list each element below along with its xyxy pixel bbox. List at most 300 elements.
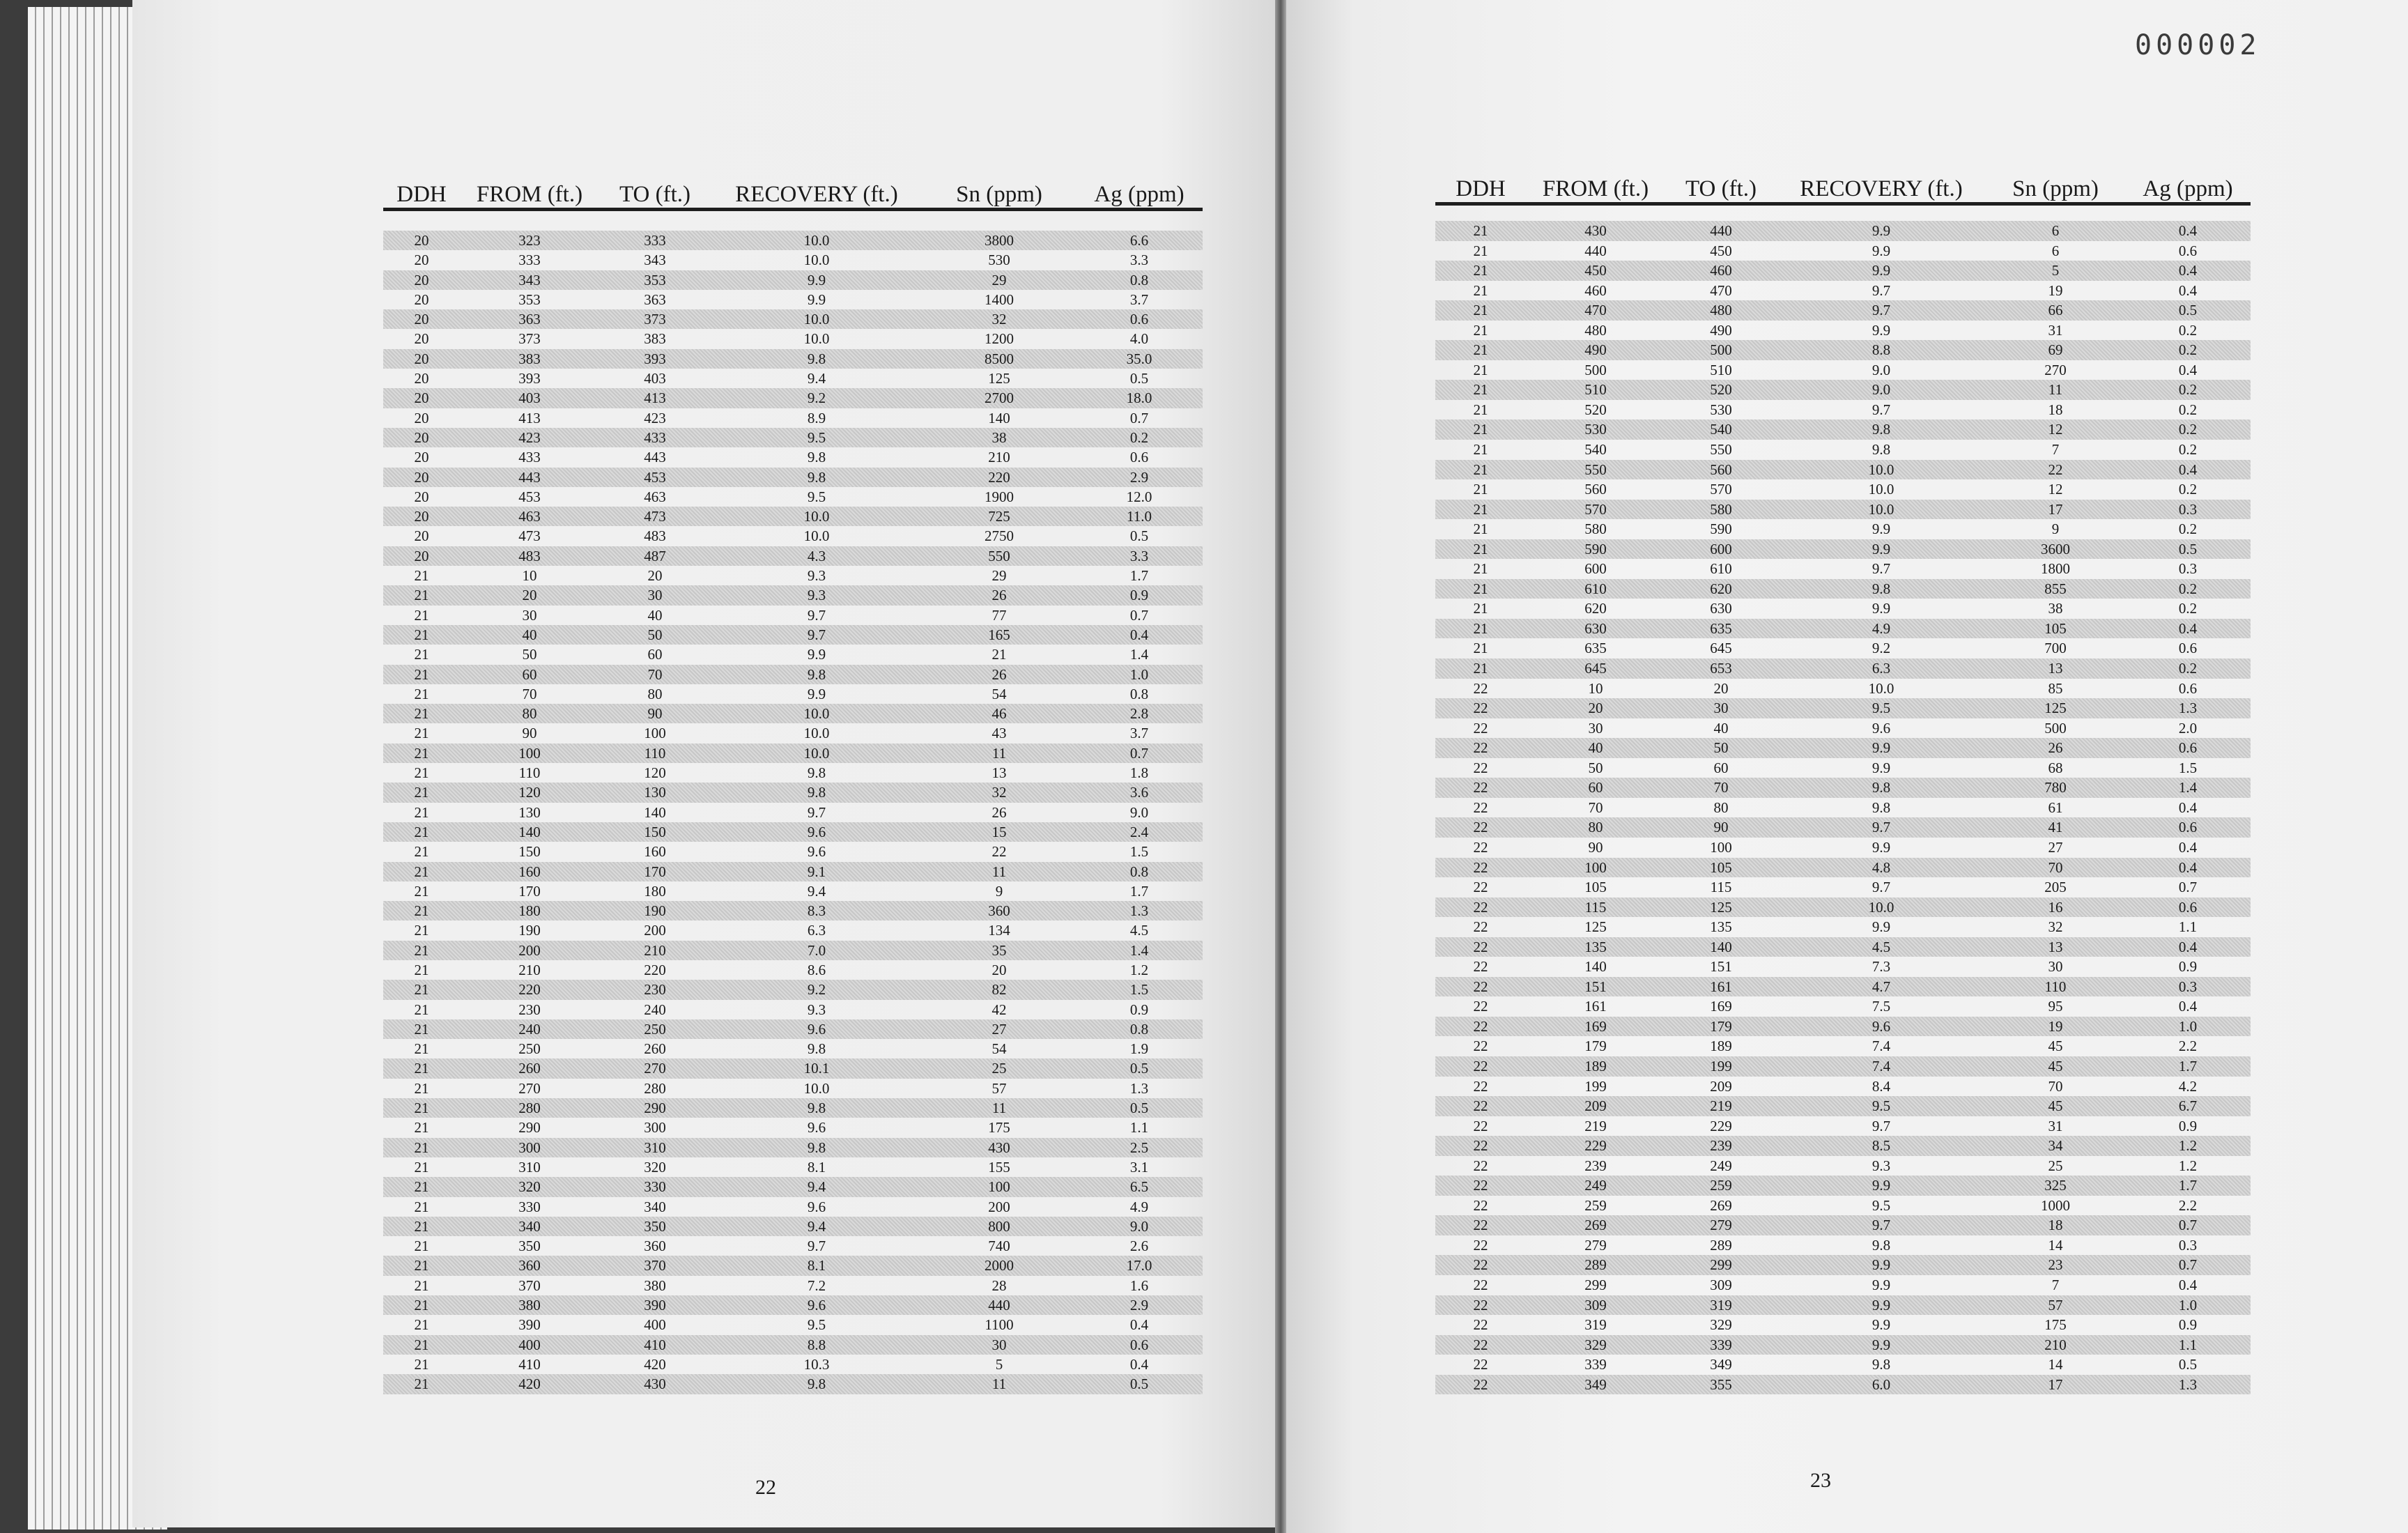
table-cell: 26 — [991, 803, 1007, 821]
table-row — [1435, 539, 2251, 560]
table-cell: 330 — [518, 1198, 541, 1215]
table-cell: 239 — [1584, 1157, 1607, 1174]
table-cell: 329 — [1584, 1336, 1607, 1353]
table-cell: 443 — [644, 449, 666, 466]
table-cell: 9.8 — [1871, 1356, 1891, 1373]
table-cell: 21 — [414, 1198, 429, 1215]
table-cell: 635 — [1710, 619, 1732, 637]
table-cell: 20 — [414, 547, 429, 564]
table-cell: 209 — [1710, 1077, 1732, 1095]
table-cell: 21 — [991, 646, 1007, 663]
table-row — [1435, 1295, 2251, 1316]
table-header — [1435, 167, 2251, 206]
table-cell: 77 — [991, 606, 1007, 624]
table-cell: 0.8 — [1129, 271, 1149, 288]
table-cell: 161 — [1710, 978, 1732, 995]
table-cell: 9.2 — [807, 390, 826, 407]
table-row — [383, 369, 1203, 388]
table-cell: 9.8 — [807, 764, 826, 782]
table-row — [383, 507, 1203, 526]
table-cell: 423 — [518, 429, 541, 446]
table-cell: 18.0 — [1126, 390, 1152, 407]
table-cell: 21 — [414, 626, 429, 643]
table-cell: 21 — [414, 981, 429, 999]
table-cell: 210 — [518, 961, 541, 978]
table-cell: 300 — [644, 1119, 666, 1137]
page-number: 23 — [1810, 1469, 1831, 1492]
table-cell: 280 — [518, 1100, 541, 1117]
table-cell: 10.0 — [1868, 481, 1894, 498]
table-cell: 105 — [2044, 619, 2067, 637]
table-cell: 80 — [1713, 799, 1729, 816]
header-to: TO (ft.) — [1685, 176, 1757, 201]
table-cell: 180 — [518, 902, 541, 920]
table-cell: 22 — [1473, 1236, 1488, 1254]
table-cell: 21 — [414, 1297, 429, 1314]
table-cell: 21 — [1473, 282, 1488, 299]
table-cell: 9.0 — [1871, 361, 1891, 378]
table-cell: 175 — [2044, 1316, 2067, 1334]
table-cell: 115 — [1584, 898, 1607, 916]
table-row — [383, 585, 1203, 605]
table-cell: 21 — [1473, 500, 1488, 518]
table-cell: 630 — [1710, 600, 1732, 617]
table-row — [383, 1058, 1203, 1078]
table-cell: 42 — [991, 1001, 1007, 1018]
table-cell: 21 — [1473, 341, 1488, 359]
table-row — [1435, 1215, 2251, 1235]
table-row — [1435, 419, 2251, 440]
table-row — [383, 1335, 1203, 1355]
table-cell: 333 — [518, 252, 541, 269]
table-cell: 21 — [414, 705, 429, 723]
table-cell: 9.6 — [807, 1119, 826, 1137]
table-cell: 8.6 — [807, 961, 826, 978]
table-cell: 8.3 — [807, 902, 826, 920]
table-cell: 11 — [991, 1100, 1007, 1117]
table-cell: 9.9 — [807, 685, 826, 702]
table-cell: 9.9 — [1871, 262, 1891, 279]
table-cell: 200 — [518, 941, 541, 959]
table-cell: 363 — [644, 291, 666, 308]
table-row — [1435, 877, 2251, 898]
table-cell: 9.7 — [1871, 401, 1891, 418]
table-cell: 20 — [414, 252, 429, 269]
header-ag: Ag (ppm) — [2143, 176, 2233, 201]
table-cell: 200 — [644, 922, 666, 939]
table-row — [383, 665, 1203, 684]
table-row — [1435, 917, 2251, 937]
table-cell: 8.1 — [807, 1158, 826, 1176]
table-cell: 0.4 — [2178, 998, 2198, 1015]
table-cell: 353 — [644, 271, 666, 288]
table-cell: 22 — [1473, 838, 1488, 856]
table-cell: 2.5 — [1129, 1139, 1149, 1156]
table-cell: 7.0 — [807, 941, 826, 959]
table-cell: 46 — [991, 705, 1007, 723]
table-cell: 9.8 — [1871, 1236, 1891, 1254]
table-cell: 90 — [1713, 819, 1729, 836]
table-cell: 0.4 — [2178, 282, 2198, 299]
table-row — [383, 783, 1203, 802]
table-row — [383, 862, 1203, 881]
table-row — [383, 447, 1203, 467]
table-cell: 343 — [518, 271, 541, 288]
table-cell: 0.6 — [1129, 311, 1149, 328]
table-cell: 430 — [644, 1376, 666, 1393]
table-cell: 70 — [647, 665, 663, 683]
table-cell: 0.9 — [1129, 587, 1149, 604]
table-cell: 7.4 — [1871, 1057, 1891, 1074]
table-cell: 14 — [2048, 1236, 2063, 1254]
table-cell: 6.6 — [1129, 232, 1149, 249]
table-cell: 21 — [1473, 580, 1488, 597]
table-cell: 190 — [644, 902, 666, 920]
table-cell: 500 — [1710, 341, 1732, 359]
table-cell: 380 — [518, 1297, 541, 1314]
table-cell: 10.0 — [1868, 500, 1894, 518]
table-cell: 250 — [644, 1020, 666, 1038]
table-cell: 9.0 — [1129, 803, 1149, 821]
table-cell: 9.9 — [1871, 521, 1891, 538]
table-cell: 1.1 — [1129, 1119, 1149, 1137]
table-cell: 249 — [1710, 1157, 1732, 1174]
table-cell: 22 — [1473, 1057, 1488, 1074]
table-row — [1435, 738, 2251, 758]
table-cell: 16 — [2048, 898, 2063, 916]
table-cell: 20 — [414, 350, 429, 367]
table-row — [383, 704, 1203, 723]
table-cell: 0.5 — [2178, 540, 2198, 557]
table-cell: 600 — [1584, 560, 1607, 578]
table-cell: 21 — [1473, 361, 1488, 378]
table-cell: 130 — [518, 803, 541, 821]
table-cell: 0.4 — [2178, 838, 2198, 856]
table-cell: 400 — [644, 1316, 666, 1334]
table-cell: 170 — [644, 863, 666, 880]
table-cell: 433 — [644, 429, 666, 446]
table-cell: 9.4 — [807, 370, 826, 387]
table-cell: 26 — [991, 665, 1007, 683]
table-cell: 110 — [518, 764, 541, 782]
table-cell: 9.9 — [1871, 1177, 1891, 1194]
table-cell: 383 — [518, 350, 541, 367]
table-cell: 38 — [2048, 600, 2063, 617]
table-cell: 319 — [1584, 1316, 1607, 1334]
table-cell: 9 — [2051, 521, 2060, 538]
table-cell: 151 — [1584, 978, 1607, 995]
table-row — [1435, 1335, 2251, 1355]
table-cell: 22 — [1473, 819, 1488, 836]
table-cell: 300 — [518, 1139, 541, 1156]
table-cell: 0.4 — [2178, 858, 2198, 876]
table-cell: 6.0 — [1871, 1376, 1891, 1393]
table-cell: 550 — [1710, 441, 1732, 459]
table-cell: 5 — [2051, 262, 2060, 279]
table-cell: 410 — [644, 1336, 666, 1353]
table-cell: 32 — [991, 784, 1007, 801]
table-row — [1435, 619, 2251, 639]
table-cell: 30 — [991, 1336, 1007, 1353]
table-cell: 30 — [1588, 719, 1603, 737]
table-cell: 135 — [1710, 918, 1732, 936]
table-cell: 9.7 — [1871, 282, 1891, 299]
table-cell: 8.9 — [807, 409, 826, 426]
table-cell: 570 — [1710, 481, 1732, 498]
table-cell: 10.0 — [1868, 679, 1894, 697]
table-cell: 199 — [1584, 1077, 1607, 1095]
table-cell: 270 — [518, 1079, 541, 1097]
table-cell: 21 — [414, 803, 429, 821]
table-row — [383, 329, 1203, 348]
table-cell: 220 — [988, 468, 1010, 486]
table-cell: 0.5 — [2178, 302, 2198, 319]
table-cell: 1.3 — [2178, 700, 2198, 717]
table-cell: 13 — [991, 764, 1007, 782]
table-cell: 9.9 — [1871, 739, 1891, 757]
table-cell: 2000 — [985, 1257, 1014, 1274]
table-cell: 110 — [644, 744, 666, 762]
table-cell: 45 — [2048, 1057, 2063, 1074]
table-row — [383, 1236, 1203, 1256]
table-cell: 9.7 — [807, 1238, 826, 1255]
table-cell: 9.5 — [807, 1316, 826, 1334]
table-cell: 220 — [518, 981, 541, 999]
table-cell: 28 — [991, 1277, 1007, 1294]
table-cell: 420 — [644, 1355, 666, 1373]
table-row — [383, 744, 1203, 763]
table-cell: 21 — [414, 1238, 429, 1255]
table-cell: 480 — [1584, 321, 1607, 339]
table-cell: 2.9 — [1129, 1297, 1149, 1314]
table-row — [1435, 977, 2251, 997]
table-cell: 8.8 — [1871, 341, 1891, 359]
table-cell: 373 — [644, 311, 666, 328]
table-cell: 9.6 — [807, 843, 826, 861]
table-cell: 1.3 — [1129, 1079, 1149, 1097]
table-cell: 21 — [414, 941, 429, 959]
table-cell: 21 — [414, 1079, 429, 1097]
table-cell: 20 — [991, 961, 1007, 978]
table-cell: 21 — [414, 744, 429, 762]
table-cell: 22 — [1473, 1017, 1488, 1035]
table-cell: 0.4 — [1129, 626, 1149, 643]
table-cell: 0.2 — [2178, 321, 2198, 339]
table-cell: 22 — [1473, 1276, 1488, 1293]
table-cell: 9.7 — [1871, 302, 1891, 319]
table-cell: 26 — [2048, 739, 2063, 757]
table-cell: 161 — [1584, 998, 1607, 1015]
table-cell: 21 — [414, 665, 429, 683]
table-cell: 22 — [2048, 461, 2063, 478]
table-row — [1435, 340, 2251, 360]
table-cell: 10.0 — [803, 311, 830, 328]
table-cell: 490 — [1710, 321, 1732, 339]
table-cell: 21 — [1473, 401, 1488, 418]
table-cell: 500 — [2044, 719, 2067, 737]
table-cell: 520 — [1710, 381, 1732, 399]
table-cell: 290 — [518, 1119, 541, 1137]
table-cell: 31 — [2048, 1117, 2063, 1134]
table-cell: 21 — [414, 1316, 429, 1334]
table-row — [383, 408, 1203, 428]
table-cell: 9.6 — [1871, 1017, 1891, 1035]
table-cell: 14 — [2048, 1356, 2063, 1373]
table-cell: 70 — [1713, 779, 1729, 796]
table-cell: 21 — [414, 863, 429, 880]
table-row — [383, 250, 1203, 270]
table-cell: 21 — [414, 587, 429, 604]
table-cell: 370 — [518, 1277, 541, 1294]
table-cell: 160 — [518, 863, 541, 880]
table-cell: 460 — [1710, 262, 1732, 279]
table-row — [1435, 957, 2251, 977]
table-cell: 18 — [2048, 1217, 2063, 1234]
table-cell: 390 — [518, 1316, 541, 1334]
table-cell: 10 — [1588, 679, 1603, 697]
table-cell: 0.2 — [2178, 600, 2198, 617]
table-cell: 473 — [644, 508, 666, 525]
table-cell: 279 — [1584, 1236, 1607, 1254]
table-cell: 22 — [1473, 739, 1488, 757]
table-cell: 3800 — [985, 232, 1014, 249]
table-cell: 50 — [1713, 739, 1729, 757]
table-row — [383, 1276, 1203, 1295]
table-cell: 0.7 — [1129, 606, 1149, 624]
table-cell: 9.0 — [1129, 1217, 1149, 1235]
table-cell: 0.6 — [1129, 449, 1149, 466]
table-cell: 353 — [518, 291, 541, 308]
table-cell: 22 — [1473, 938, 1488, 955]
table-cell: 9.7 — [1871, 1117, 1891, 1134]
table-row — [1435, 1235, 2251, 1256]
table-cell: 9.3 — [807, 567, 826, 585]
table-cell: 45 — [2048, 1097, 2063, 1115]
table-cell: 0.7 — [2178, 879, 2198, 896]
table-cell: 40 — [1588, 739, 1603, 757]
table-cell: 9.7 — [1871, 879, 1891, 896]
table-cell: 1.8 — [1129, 764, 1149, 782]
table-cell: 1.2 — [2178, 1157, 2198, 1174]
table-cell: 134 — [988, 922, 1010, 939]
table-cell: 20 — [647, 567, 663, 585]
table-row — [383, 1295, 1203, 1315]
table-cell: 229 — [1710, 1117, 1732, 1134]
table-cell: 21 — [414, 606, 429, 624]
table-cell: 21 — [414, 843, 429, 861]
table-cell: 259 — [1584, 1196, 1607, 1214]
table-cell: 34 — [2048, 1137, 2063, 1155]
table-cell: 22 — [1473, 879, 1488, 896]
table-cell: 21 — [414, 1119, 429, 1137]
table-cell: 130 — [644, 784, 666, 801]
table-cell: 5 — [995, 1355, 1003, 1373]
table-cell: 1.0 — [1129, 665, 1149, 683]
table-cell: 1.2 — [2178, 1137, 2198, 1155]
table-cell: 9.9 — [807, 271, 826, 288]
table-cell: 70 — [1588, 799, 1603, 816]
table-cell: 160 — [644, 843, 666, 861]
table-cell: 360 — [644, 1238, 666, 1255]
table-cell: 68 — [2048, 759, 2063, 776]
table-cell: 9.8 — [1871, 799, 1891, 816]
table-cell: 9.9 — [1871, 222, 1891, 239]
table-cell: 0.4 — [1129, 1355, 1149, 1373]
table-cell: 310 — [644, 1139, 666, 1156]
table-cell: 0.5 — [2178, 1356, 2198, 1373]
table-cell: 403 — [644, 370, 666, 387]
table-row — [1435, 500, 2251, 520]
table-body — [1435, 221, 2251, 1394]
table-cell: 1200 — [985, 330, 1014, 348]
table-cell: 0.4 — [2178, 1276, 2198, 1293]
table-row — [383, 546, 1203, 566]
header-ddh: DDH — [1456, 176, 1506, 201]
table-cell: 0.9 — [2178, 958, 2198, 976]
table-cell: 0.3 — [2178, 1236, 2198, 1254]
table-cell: 249 — [1584, 1177, 1607, 1194]
table-cell: 80 — [522, 705, 537, 723]
table-cell: 9.9 — [1871, 600, 1891, 617]
table-cell: 0.2 — [2178, 441, 2198, 459]
table-cell: 9.9 — [1871, 1256, 1891, 1274]
header-ddh: DDH — [396, 182, 447, 207]
table-cell: 280 — [644, 1079, 666, 1097]
table-cell: 0.2 — [2178, 421, 2198, 438]
table-cell: 259 — [1710, 1177, 1732, 1194]
table-cell: 9.8 — [1871, 580, 1891, 597]
table-cell: 22 — [1473, 978, 1488, 995]
table-cell: 319 — [1710, 1296, 1732, 1314]
table-cell: 22 — [1473, 700, 1488, 717]
book-gutter — [1275, 0, 1286, 1533]
table-cell: 9 — [995, 882, 1003, 900]
table-row — [1435, 1255, 2251, 1275]
table-cell: 0.5 — [1129, 1100, 1149, 1117]
table-cell: 82 — [991, 981, 1007, 999]
table-cell: 610 — [1584, 580, 1607, 597]
table-cell: 66 — [2048, 302, 2063, 319]
table-cell: 179 — [1710, 1017, 1732, 1035]
table-cell: 440 — [988, 1297, 1010, 1314]
table-row — [383, 1039, 1203, 1058]
table-row — [1435, 321, 2251, 341]
table-cell: 22 — [1473, 1077, 1488, 1095]
table-row — [1435, 221, 2251, 241]
table-cell: 155 — [988, 1158, 1010, 1176]
table-cell: 9.5 — [1871, 1097, 1891, 1115]
table-cell: 125 — [1584, 918, 1607, 936]
table-cell: 9.3 — [807, 587, 826, 604]
table-row — [383, 270, 1203, 290]
table-cell: 323 — [518, 232, 541, 249]
table-cell: 320 — [518, 1178, 541, 1196]
table-cell: 4.9 — [1871, 619, 1891, 637]
table-cell: 189 — [1584, 1057, 1607, 1074]
table-cell: 22 — [1473, 679, 1488, 697]
table-cell: 490 — [1584, 341, 1607, 359]
table-row — [1435, 698, 2251, 718]
table-cell: 6.7 — [2178, 1097, 2198, 1115]
table-row — [383, 763, 1203, 783]
table-cell: 0.9 — [1129, 1001, 1149, 1018]
table-cell: 9.5 — [807, 429, 826, 446]
table-cell: 7.4 — [1871, 1038, 1891, 1055]
table-cell: 1.7 — [2178, 1177, 2198, 1194]
table-cell: 13 — [2048, 660, 2063, 677]
table-cell: 22 — [1473, 779, 1488, 796]
table-cell: 9.8 — [807, 449, 826, 466]
